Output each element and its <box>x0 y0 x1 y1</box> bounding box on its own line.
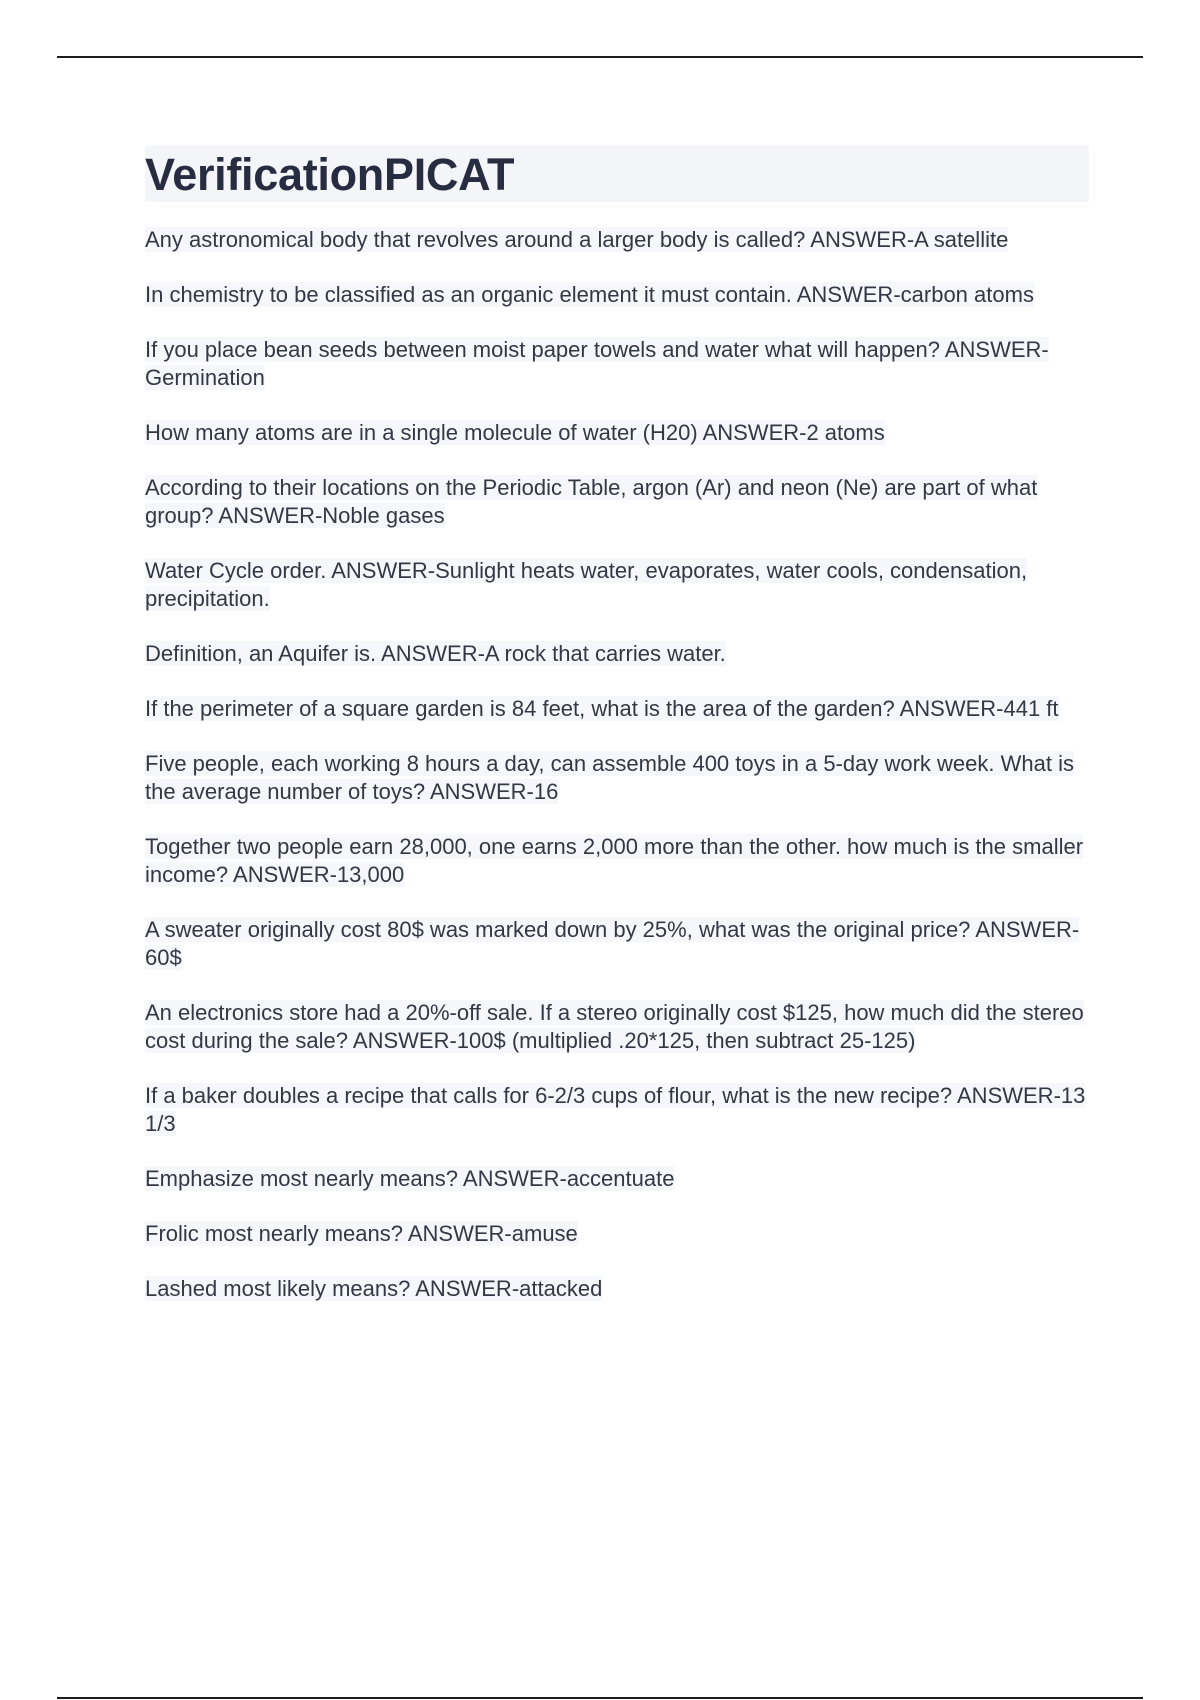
qa-text: Five people, each working 8 hours a day, can assemble 400 toys in a 5-day work week. What is the average number of toys? ANSWER-16 <box>145 751 1074 804</box>
qa-item <box>145 750 1089 806</box>
qa-item <box>145 695 1089 723</box>
qa-text: Lashed most likely means? ANSWER-attacked <box>145 1276 603 1301</box>
qa-text: If a baker doubles a recipe that calls for 6-2/3 cups of flour, what is the new recipe? ANSWER-13 1/3 <box>145 1083 1086 1136</box>
qa-item <box>145 281 1089 309</box>
qa-text: A sweater originally cost 80$ was marked down by 25%, what was the original price? ANSWER-60$ <box>145 917 1080 970</box>
qa-list <box>145 226 1089 1303</box>
qa-item <box>145 640 1089 668</box>
qa-item <box>145 833 1089 889</box>
qa-item <box>145 336 1089 392</box>
qa-item <box>145 999 1089 1055</box>
header-rule <box>57 56 1143 58</box>
title-bar <box>145 146 1089 202</box>
document-body <box>145 146 1089 1330</box>
qa-item <box>145 226 1089 254</box>
qa-item <box>145 1165 1089 1193</box>
qa-text: Definition, an Aquifer is. ANSWER-A rock that carries water. <box>145 641 726 666</box>
qa-text: Any astronomical body that revolves around a larger body is called? ANSWER-A satellite <box>145 227 1009 252</box>
document-title: VerificationPICAT <box>145 148 515 200</box>
qa-item <box>145 1082 1089 1138</box>
qa-text: An electronics store had a 20%-off sale. If a stereo originally cost $125, how much did the stereo cost during the sale? ANSWER-100$ (multiplied .20*125, then subtract 25-125) <box>145 1000 1084 1053</box>
qa-item <box>145 474 1089 530</box>
qa-text: Together two people earn 28,000, one earns 2,000 more than the other. how much is the smaller income? ANSWER-13,000 <box>145 834 1084 887</box>
qa-text: Water Cycle order. ANSWER-Sunlight heats water, evaporates, water cools, condensation, precipitation. <box>145 558 1028 611</box>
qa-item <box>145 1275 1089 1303</box>
qa-item <box>145 916 1089 972</box>
qa-text: If you place bean seeds between moist paper towels and water what will happen? ANSWER-Germination <box>145 337 1049 390</box>
qa-text: According to their locations on the Periodic Table, argon (Ar) and neon (Ne) are part of what group? ANSWER-Noble gases <box>145 475 1038 528</box>
qa-item <box>145 557 1089 613</box>
footer-rule <box>57 1697 1143 1699</box>
qa-text: If the perimeter of a square garden is 84 feet, what is the area of the garden? ANSWER-441 ft <box>145 696 1059 721</box>
qa-text: Emphasize most nearly means? ANSWER-accentuate <box>145 1166 675 1191</box>
qa-item <box>145 419 1089 447</box>
qa-text: How many atoms are in a single molecule of water (H20) ANSWER-2 atoms <box>145 420 885 445</box>
qa-text: Frolic most nearly means? ANSWER-amuse <box>145 1221 578 1246</box>
qa-item <box>145 1220 1089 1248</box>
qa-text: In chemistry to be classified as an organic element it must contain. ANSWER-carbon atoms <box>145 282 1034 307</box>
